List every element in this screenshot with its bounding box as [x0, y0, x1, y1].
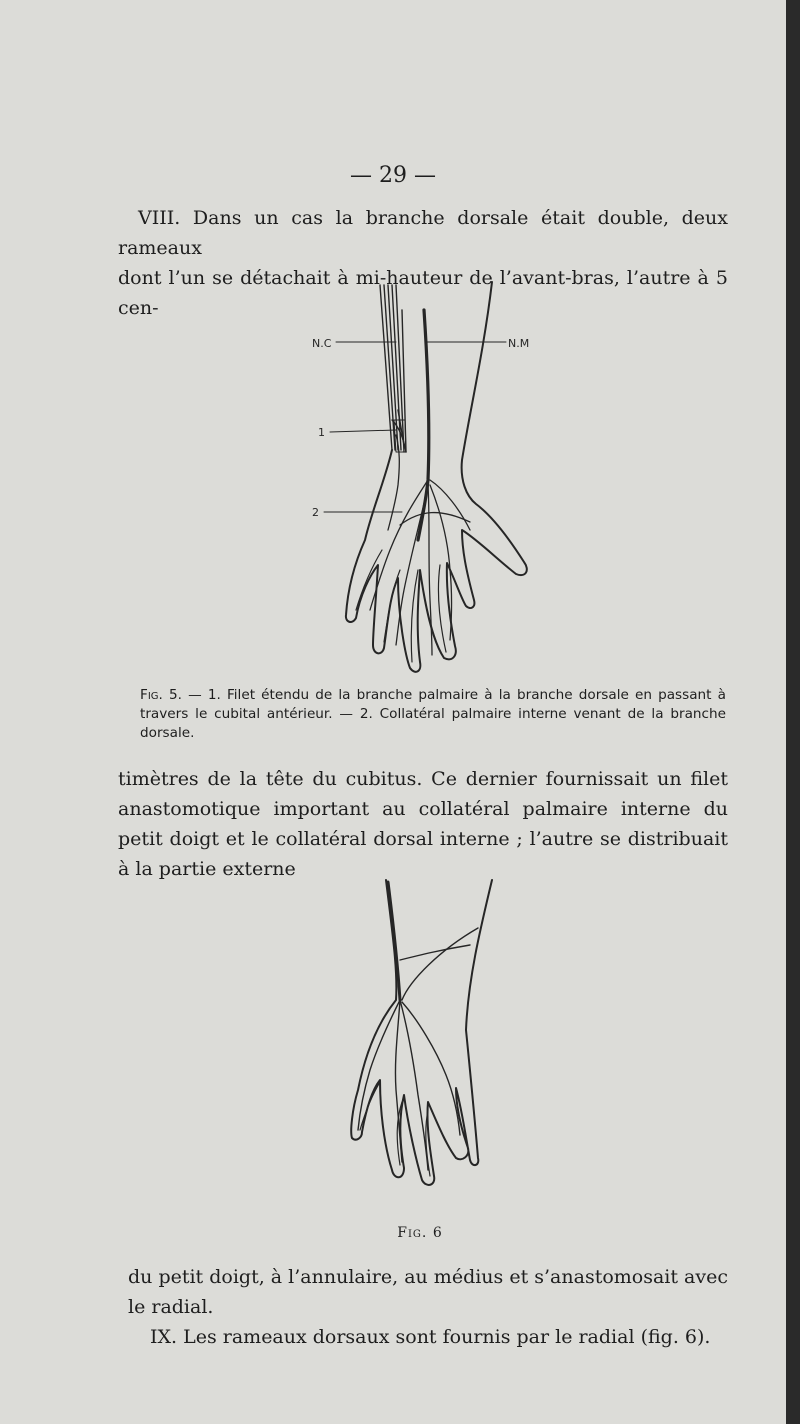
figure-5-caption-label: Fig. 5. [140, 687, 182, 703]
label-1: 1 [318, 426, 325, 439]
figure-5-caption [140, 686, 726, 743]
figure-6-caption: Fig. 6 [397, 1225, 443, 1241]
paragraph-viii-line-1: VIII. Dans un cas la branche dorsale était double, deux rameaux [118, 207, 728, 259]
paragraph-continued: timètres de la tête du cubitus. Ce dernier fournissait un filet anastomotique important au collatéral palmaire interne du petit doigt et le collatéral dorsal interne ; l’autre se distribuait à la partie externe [118, 768, 728, 880]
radial-branches [358, 928, 478, 1170]
page-number: — 29 — [350, 163, 436, 188]
figure-5-caption-text: — 1. Filet étendu de la branche palmaire à la branche dorsale en passant à travers le cubital antérieur. — 2. Collatéral palmaire interne venant de la branche dorsale. [140, 687, 726, 741]
label-nm: N.M [508, 337, 530, 350]
radial-nerve [388, 882, 400, 1000]
hand-outline-fig6 [351, 880, 492, 1185]
hand-outline [346, 282, 530, 672]
tendon-bundle [380, 285, 406, 452]
label-2: 2 [312, 506, 319, 519]
figure-6-illustration [0, 870, 786, 1220]
figure-5-illustration [0, 270, 786, 690]
paragraph-ix: IX. Les rameaux dorsaux sont fournis par le radial (fig. 6). [150, 1326, 711, 1348]
paragraph-viii-line-2: dont l’un se détachait à mi-hauteur de l’avant-bras, l’autre à 5 cen- [118, 267, 728, 319]
scan-edge [786, 0, 800, 1424]
nerve-branches [370, 435, 470, 655]
paragraph-end: du petit doigt, à l’annulaire, au médius et s’anastomosait avec le radial. [128, 1266, 728, 1318]
label-nc: N.C [312, 337, 332, 350]
